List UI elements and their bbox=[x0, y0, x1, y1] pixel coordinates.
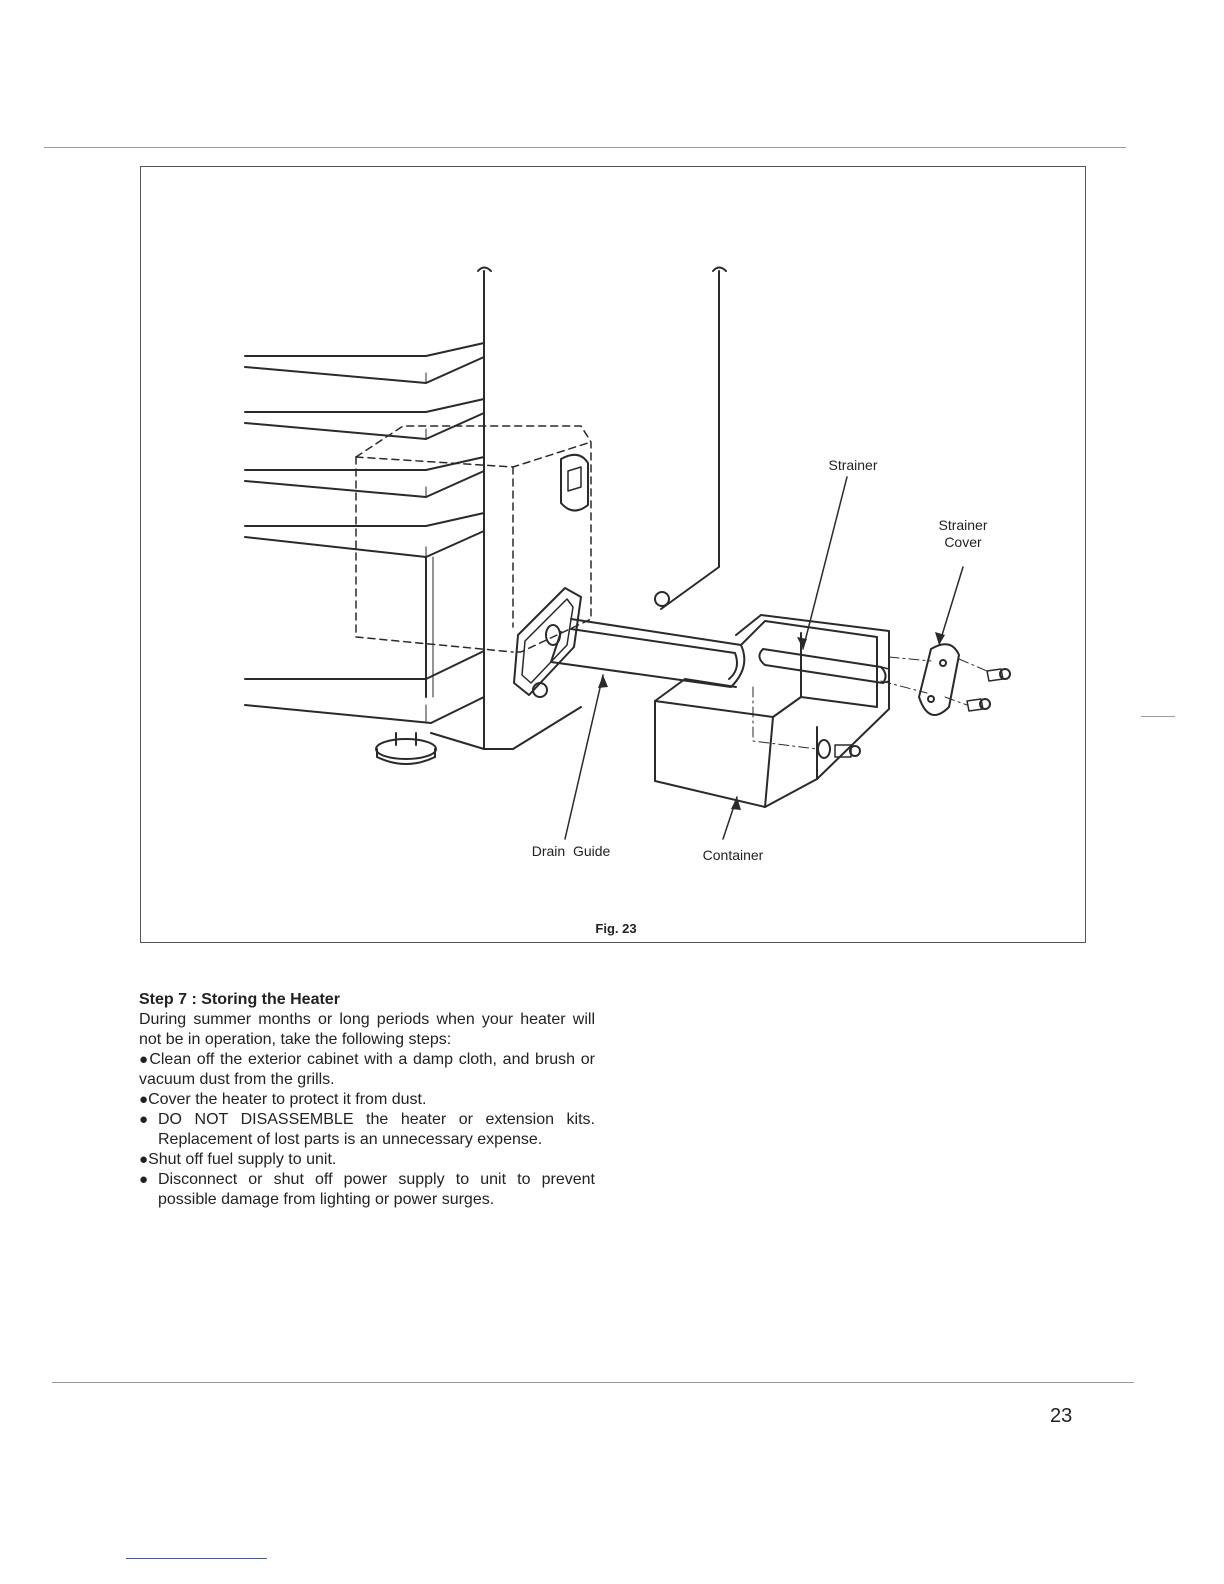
list-item-text: Disconnect or shut off power supply to unit to prevent possible damage from lighting or power surges. bbox=[158, 1171, 595, 1208]
list-item bbox=[139, 1050, 595, 1090]
section-heading: Step 7 : Storing the Heater bbox=[139, 991, 340, 1008]
leader-strainer-cover bbox=[939, 567, 963, 645]
page-number: 23 bbox=[1050, 1405, 1073, 1427]
list-item-text: Clean off the exterior cabinet with a damp cloth, and brush or vacuum dust from the grills. bbox=[139, 1051, 596, 1088]
side-access-port bbox=[561, 455, 588, 511]
label-drain-guide: Drain Guide bbox=[531, 843, 611, 859]
footer-link-underline bbox=[126, 1558, 267, 1559]
header-rule bbox=[44, 147, 1126, 148]
leveling-foot bbox=[376, 733, 436, 764]
list-item bbox=[139, 1110, 595, 1150]
list-item-text: Cover the heater to protect it from dust. bbox=[148, 1091, 427, 1108]
bullet-icon: ● bbox=[139, 1091, 149, 1108]
leader-arrowheads bbox=[598, 632, 945, 810]
list-item-text: DO NOT DISASSEMBLE the heater or extension kits. Replacement of lost parts is an unnecessary expense. bbox=[158, 1111, 595, 1148]
bullet-icon: ● bbox=[139, 1051, 150, 1068]
section-intro: During summer months or long periods when your heater will not be in operation, take the following steps: bbox=[139, 1011, 595, 1048]
strainer-cover-disc bbox=[919, 644, 959, 715]
label-strainer: Strainer bbox=[828, 457, 878, 473]
screw-head-upper bbox=[655, 592, 669, 606]
container-box bbox=[655, 615, 889, 807]
cabinet-bottom-edge bbox=[431, 707, 581, 749]
figure-caption: Fig. 23 bbox=[595, 921, 637, 936]
screw-head-lower bbox=[533, 683, 547, 697]
assembly-lines bbox=[753, 657, 987, 749]
cabinet-louvers bbox=[245, 343, 484, 723]
cabinet-back-edge bbox=[661, 271, 719, 609]
leader-drain-guide bbox=[565, 675, 603, 839]
list-item bbox=[139, 1170, 595, 1210]
bullet-icon: ● bbox=[139, 1111, 149, 1128]
drain-plate bbox=[514, 588, 581, 695]
list-item-text: Shut off fuel supply to unit. bbox=[148, 1151, 337, 1168]
margin-tick bbox=[1141, 716, 1175, 717]
list-item bbox=[139, 1150, 595, 1170]
strainer-cylinder bbox=[759, 649, 889, 683]
label-strainer-cover-line2: Cover bbox=[944, 534, 982, 550]
bullet-icon: ● bbox=[139, 1151, 149, 1168]
figure-23 bbox=[140, 166, 1086, 943]
heater-drain-illustration bbox=[141, 167, 1087, 944]
footer-rule bbox=[52, 1382, 1134, 1383]
label-strainer-cover-line1: Strainer bbox=[938, 517, 988, 533]
section-storing-heater bbox=[139, 990, 595, 1210]
label-container: Container bbox=[702, 847, 764, 863]
cover-screws bbox=[818, 669, 1010, 758]
drain-guide-trough bbox=[551, 619, 744, 687]
instruction-list bbox=[139, 1050, 595, 1210]
bullet-icon: ● bbox=[139, 1171, 149, 1188]
list-item bbox=[139, 1090, 595, 1110]
label-strainer-cover bbox=[927, 517, 999, 551]
